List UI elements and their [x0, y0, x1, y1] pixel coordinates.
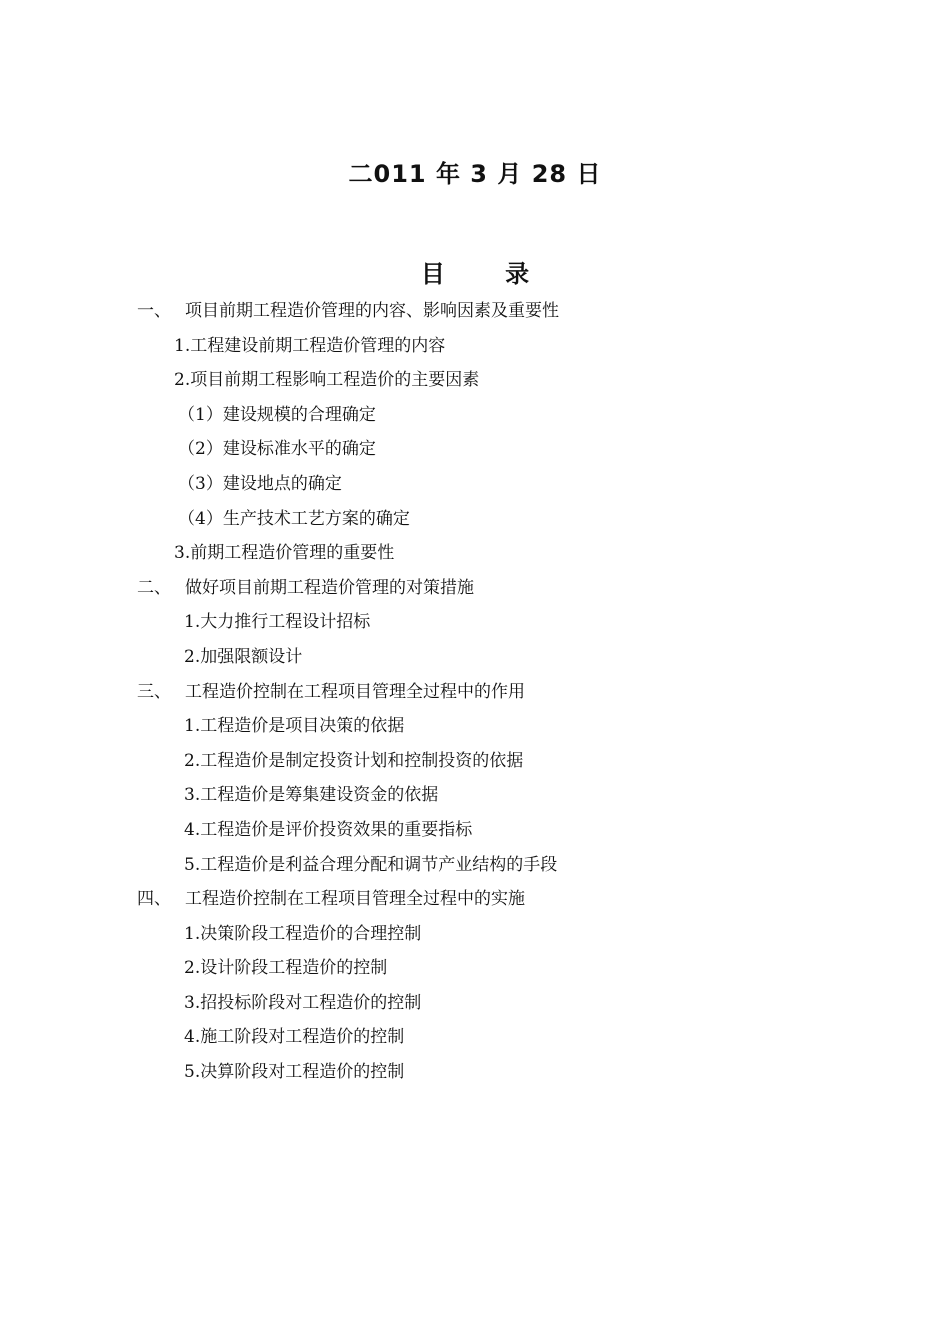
toc-entry: [0, 294, 950, 329]
toc-entry-number: 二、: [137, 577, 171, 598]
toc-entry-text: 5.工程造价是利益合理分配和调节产业结构的手段: [184, 854, 558, 875]
toc-entry-number: 四、: [137, 889, 171, 910]
toc-entry-text: 项目前期工程造价管理的内容、影响因素及重要性: [185, 301, 559, 321]
toc-entry: [0, 432, 950, 467]
toc-entry-text: 1.大力推行工程设计招标: [184, 612, 371, 633]
toc-entry: [0, 778, 950, 813]
toc-entry-text: 4.工程造价是评价投资效果的重要指标: [184, 819, 473, 840]
toc-entry: [0, 882, 950, 917]
table-of-contents: [0, 294, 950, 1090]
toc-entry: [0, 709, 950, 744]
toc-entry: [0, 917, 950, 952]
toc-entry-text: 5.决算阶段对工程造价的控制: [184, 1062, 405, 1083]
toc-entry: [0, 986, 950, 1021]
toc-entry-text: （3）建设地点的确定: [178, 473, 342, 494]
toc-entry-text: 4.施工阶段对工程造价的控制: [184, 1027, 405, 1048]
toc-entry: [0, 329, 950, 364]
toc-entry: [0, 813, 950, 848]
toc-entry: [0, 467, 950, 502]
toc-entry: [0, 571, 950, 606]
toc-entry-text: （2）建设标准水平的确定: [178, 439, 376, 460]
toc-entry: [0, 363, 950, 398]
toc-entry: [0, 951, 950, 986]
toc-entry-text: 2.设计阶段工程造价的控制: [184, 958, 388, 979]
toc-entry-text: （4）生产技术工艺方案的确定: [178, 508, 410, 529]
toc-entry: [0, 1055, 950, 1090]
toc-entry: [0, 640, 950, 675]
toc-entry: [0, 605, 950, 640]
toc-entry-text: 1.决策阶段工程造价的合理控制: [184, 923, 422, 944]
toc-entry: [0, 848, 950, 883]
toc-entry-text: 2.项目前期工程影响工程造价的主要因素: [174, 370, 480, 391]
document-date: 二011 年 3 月 28 日: [348, 160, 602, 188]
toc-entry: [0, 502, 950, 537]
toc-entry: [0, 1020, 950, 1055]
toc-entry-text: 3.前期工程造价管理的重要性: [174, 543, 395, 564]
toc-entry-number: 一、: [137, 301, 171, 321]
toc-entry: [0, 675, 950, 710]
toc-entry-text: 工程造价控制在工程项目管理全过程中的作用: [185, 681, 525, 702]
toc-entry-text: 工程造价控制在工程项目管理全过程中的实施: [185, 889, 525, 910]
toc-entry-text: 2.加强限额设计: [184, 646, 303, 667]
toc-entry-text: 3.工程造价是筹集建设资金的依据: [184, 785, 439, 806]
toc-entry-number: 三、: [137, 681, 171, 702]
toc-entry-text: 做好项目前期工程造价管理的对策措施: [185, 577, 474, 598]
toc-entry: [0, 398, 950, 433]
toc-title: 目 录: [420, 260, 556, 288]
toc-entry: [0, 744, 950, 779]
toc-entry-text: 3.招投标阶段对工程造价的控制: [184, 992, 422, 1013]
toc-entry-text: （1）建设规模的合理确定: [178, 404, 376, 425]
toc-entry-text: 1.工程建设前期工程造价管理的内容: [174, 335, 446, 356]
toc-entry-text: 1.工程造价是项目决策的依据: [184, 716, 405, 737]
toc-entry-text: 2.工程造价是制定投资计划和控制投资的依据: [184, 750, 524, 771]
toc-entry: [0, 536, 950, 571]
